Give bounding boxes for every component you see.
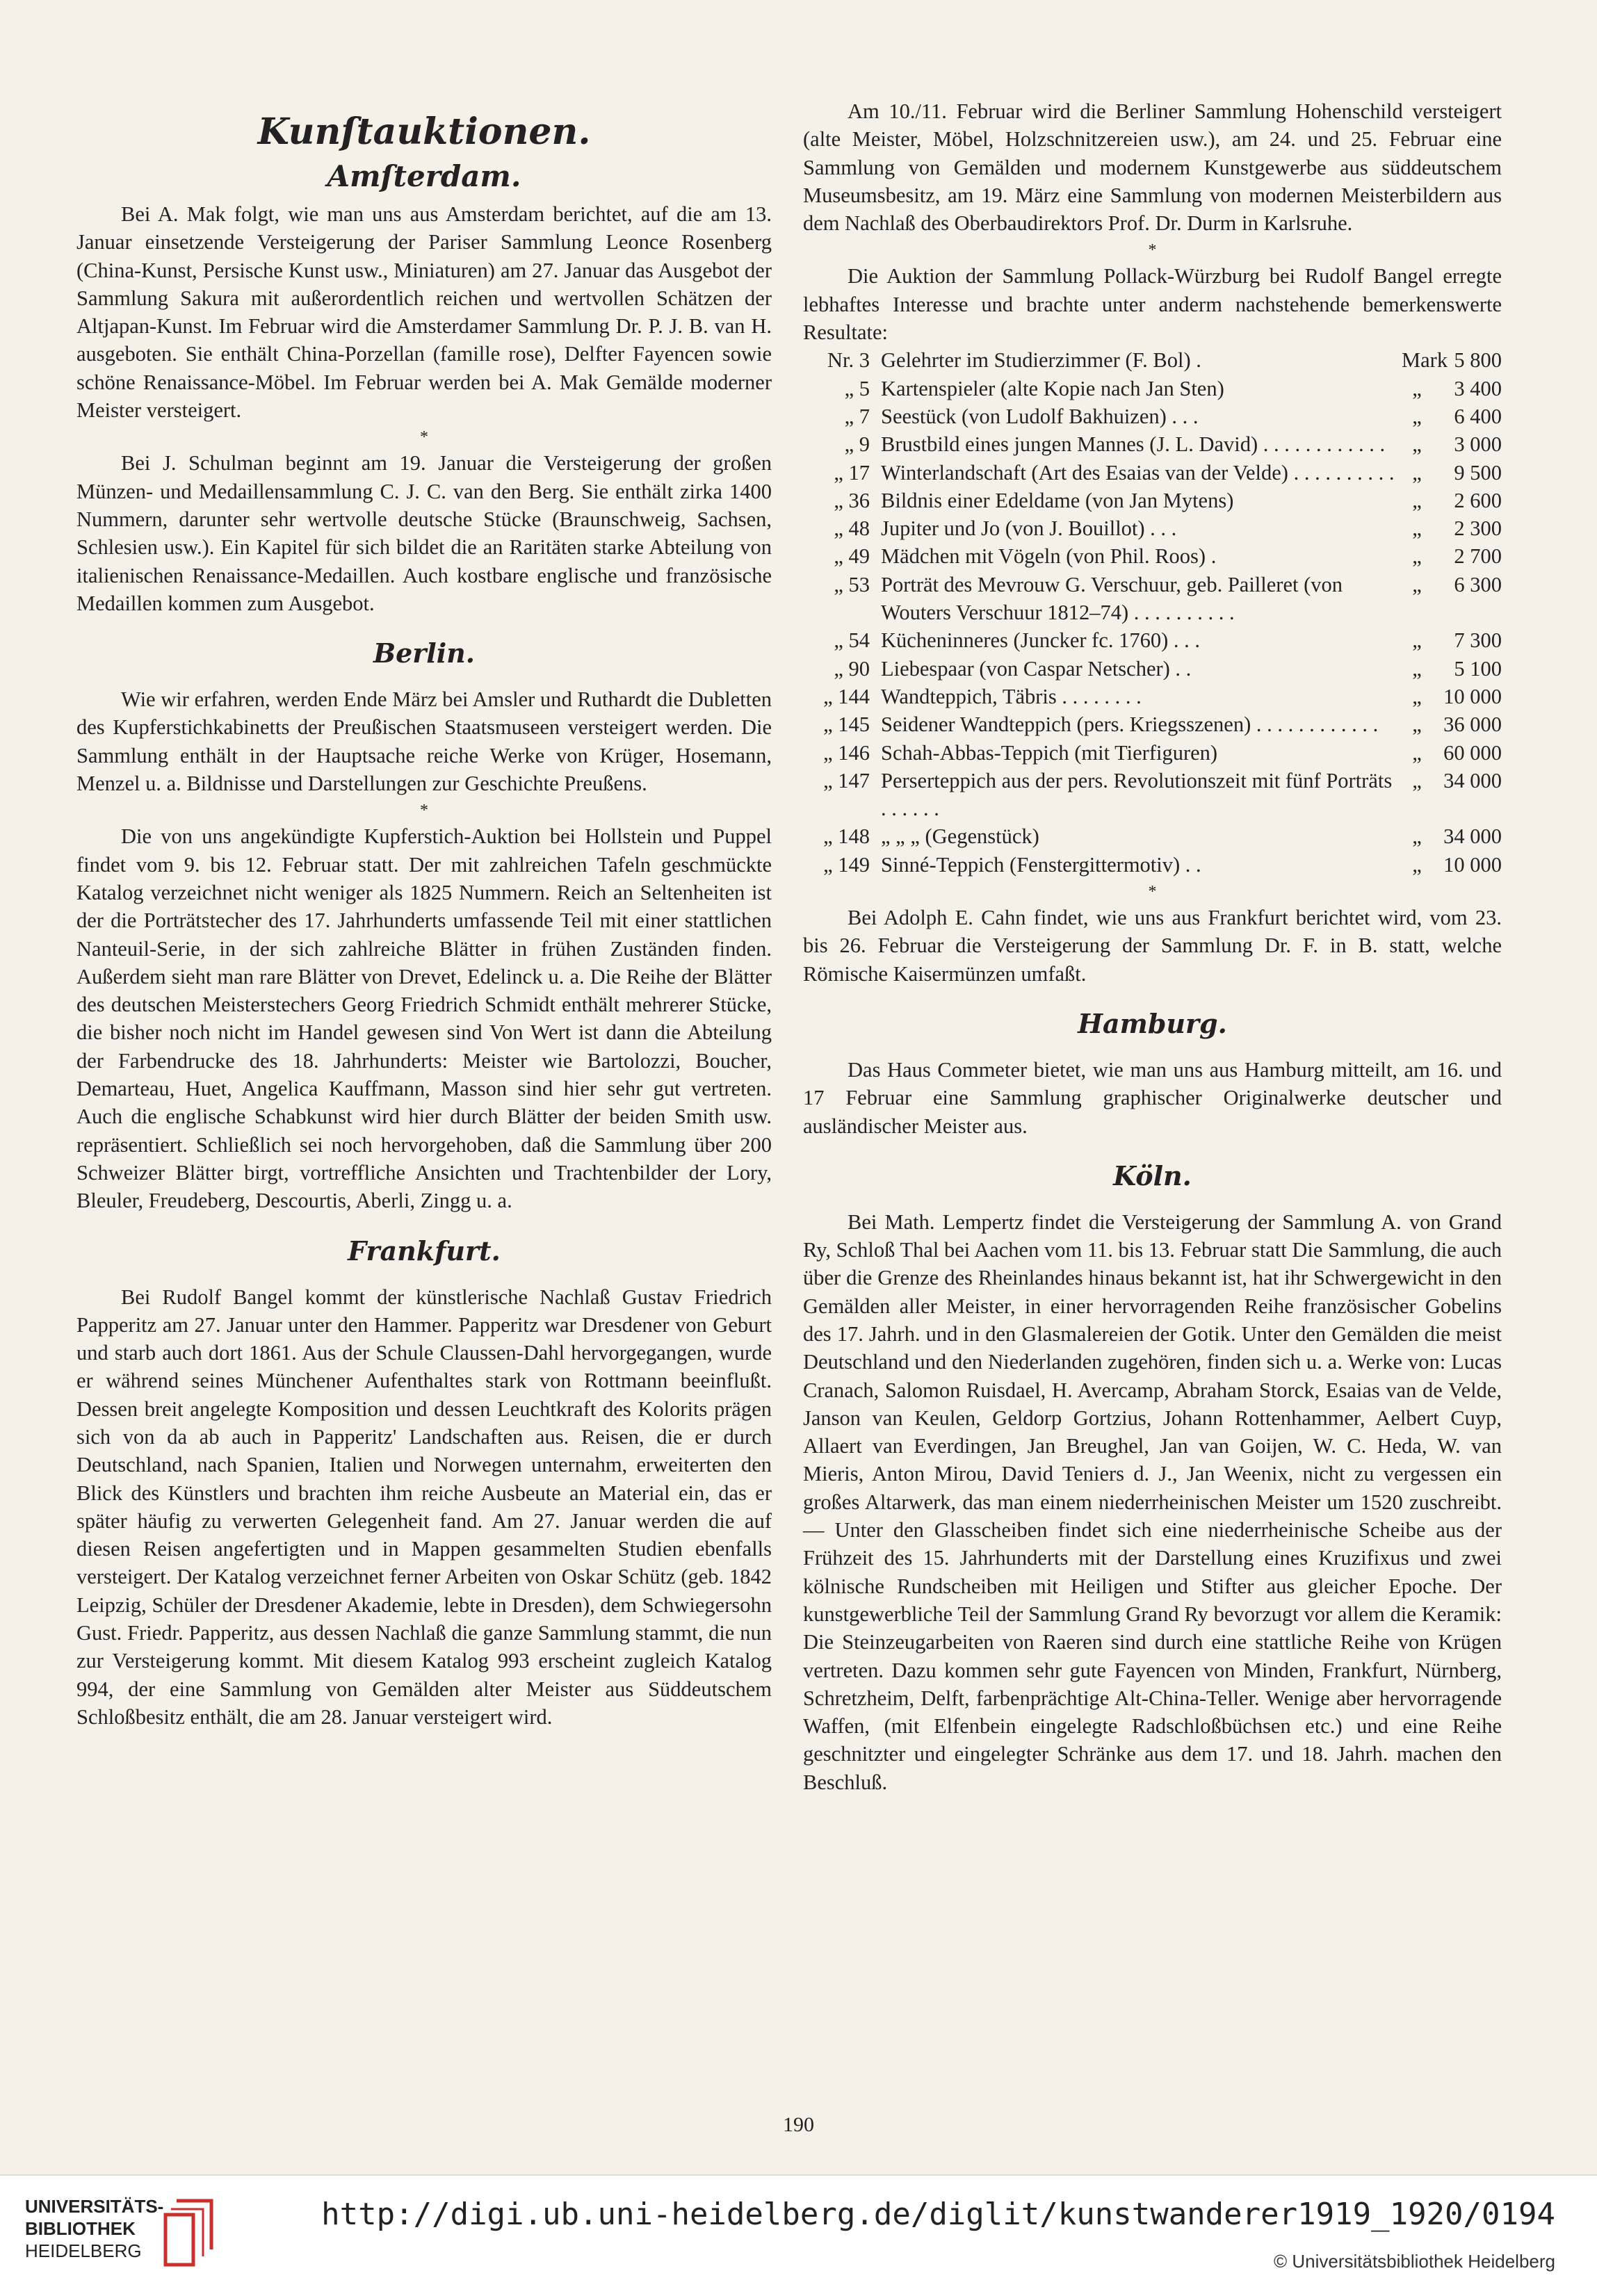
left-column bbox=[76, 97, 772, 1731]
paragraph-frankfurt-bangel: Bei Rudolf Bangel kommt der künstlerische Nachlaß Gustav Friedrich Papperitz am 27. Januar unter den Hammer. Papperitz war Dresdener von Geburt und starb auch dort 1861. Aus der Schule Claussen-Dahl hervorgegangen, wurde er während seines Münchener Aufenthaltes stark von Rottmann beeinflußt. Dessen breit angelegte Komposition und dessen Leuchtkraft des Kolorits prägen sich von da ab auch in Papperitz' Landschaften aus. Reisen, die er durch Deutschland, nach Spanien, Italien und Norwegen unternahm, erweiterten den Blick des Künstlers und brachten ihm reiche Ausbeute an Material ein, das er später häufig zu verwerten Gelegenheit fand. Am 27. Januar werden die auf diesen Reisen angefertigten und in Mappen gesammelten Studien ebenfalls versteigert. Der Katalog verzeichnet ferner Arbeiten von Oskar Schütz (geb. 1842 Leipzig, Schüler der Dresdener Akademie, lebte in Dresden), dem Schwiegersohn Gust. Friedr. Papperitz, aus dessen Nachlaß die ganze Sammlung stammt, die nun zur Versteigerung kommt. Mit diesem Katalog 993 erscheint zugleich Katalog 994, der eine Sammlung von Gemälden alter Meister aus Süddeutschem Schloßbesitz enthält, die am 28. Januar versteigert wird. bbox=[76, 1285, 772, 1729]
lot-price: 6 300 bbox=[1454, 572, 1502, 596]
lot-title: Gelehrter im Studierzimmer (F. Bol) . bbox=[881, 348, 1201, 373]
page-number: 190 bbox=[783, 2113, 814, 2136]
auction-result-row bbox=[803, 430, 1502, 458]
paragraph-berlin-hollstein: Die von uns angekündigte Kupferstich-Auktion bei Hollstein und Puppel findet vom 9. bis 12. Februar statt. Der mit zahlreichen Tafeln geschmückte Katalog verzeichnet nicht weniger als 1825 Nummern. Reich an Seltenheiten ist der die Porträtstecher des 17. Jahrhunderts umfassende Teil mit einer stattlichen Nanteuil-Serie, in der sich zahlreiche Blätter in frühen Zuständen finden. Außerdem sieht man rare Blätter von Drevet, Edelinck u. a. Die Reihe der Blätter des deutschen Meisterstechers Georg Friedrich Schmidt enthält mehrerer Stücke, die bisher noch nicht im Handel gewesen sind Von Wert ist dann die Abteilung der Farbendrucke des 18. Jahrhunderts: Meister wie Bartolozzi, Boucher, Demarteau, Huet, Angelica Kauffmann, Masson sind hier sehr gut vertreten. Auch die englische Schabkunst wird hier durch Blätter der beiden Smith usw. repräsentiert. Schließlich sei noch hervorgehoben, daß die Sammlung über 200 Schweizer Blätter birgt, vortreffliche Ansichten und Trachtenbilder der Lory, Bleuler, Freudeberg, Descourtis, Aberli, Zingg u. a. bbox=[76, 824, 772, 1213]
auction-results-list bbox=[803, 346, 1502, 879]
lot-price: 10 000 bbox=[1443, 684, 1502, 708]
section-heading-frankfurt: Frankfurt. bbox=[348, 1235, 501, 1267]
price-unit: „ bbox=[1412, 404, 1422, 428]
lot-price: 7 300 bbox=[1454, 628, 1502, 653]
separator-asterisk: * bbox=[420, 428, 428, 447]
auction-result-row bbox=[803, 571, 1502, 627]
lot-number: „ 48 bbox=[834, 516, 870, 541]
lot-price: 60 000 bbox=[1443, 740, 1502, 765]
auction-result-row bbox=[803, 739, 1502, 767]
price-unit: „ bbox=[1412, 572, 1422, 596]
price-unit: „ bbox=[1412, 516, 1422, 541]
lot-number: „ 53 bbox=[834, 572, 870, 596]
price-unit: „ bbox=[1412, 824, 1422, 849]
auction-result-row bbox=[803, 822, 1502, 850]
lot-price: 2 600 bbox=[1454, 488, 1502, 512]
separator-asterisk: * bbox=[1148, 883, 1157, 902]
lot-price: 9 500 bbox=[1454, 460, 1502, 485]
price-unit: „ bbox=[1412, 376, 1422, 400]
lot-title: Brustbild eines jungen Mannes (J. L. David) . . . . . . . . . . . . bbox=[881, 432, 1386, 457]
price-unit: „ bbox=[1412, 628, 1422, 653]
price-unit: „ bbox=[1412, 768, 1422, 792]
lot-title: Winterlandschaft (Art des Esaias van der Velde) . . . . . . . . . . bbox=[881, 460, 1395, 485]
auction-result-row bbox=[803, 459, 1502, 487]
price-unit: „ bbox=[1412, 656, 1422, 681]
library-logo-icon bbox=[161, 2194, 217, 2270]
lot-number: „ 7 bbox=[844, 404, 870, 428]
auction-result-row bbox=[803, 626, 1502, 654]
library-name-line: UNIVERSITÄTS- bbox=[25, 2196, 164, 2217]
lot-title: Porträt des Mevrouw G. Verschuur, geb. Pailleret (von Wouters Verschuur 1812–74) . . . . . . . . . . bbox=[881, 572, 1343, 625]
lot-number: „ 49 bbox=[834, 544, 870, 569]
lot-number: „ 149 bbox=[823, 852, 870, 877]
lot-price: 10 000 bbox=[1443, 852, 1502, 877]
auction-result-row bbox=[803, 487, 1502, 514]
price-unit: „ bbox=[1412, 852, 1422, 877]
price-unit: „ bbox=[1412, 740, 1422, 765]
auction-result-row bbox=[803, 514, 1502, 542]
lot-price: 2 300 bbox=[1454, 516, 1502, 541]
lot-title: Wandteppich, Täbris . . . . . . . . bbox=[881, 684, 1142, 708]
lot-price: 3 400 bbox=[1454, 376, 1502, 400]
lot-number: „ 36 bbox=[834, 488, 870, 512]
library-name-line: HEIDELBERG bbox=[25, 2240, 142, 2261]
section-heading-koeln: Köln. bbox=[1113, 1159, 1192, 1191]
price-unit: „ bbox=[1412, 544, 1422, 569]
lot-number: „ 147 bbox=[823, 768, 870, 792]
lot-number: „ 148 bbox=[823, 824, 870, 849]
auction-result-row bbox=[803, 710, 1502, 738]
paragraph-amsterdam-schulman: Bei J. Schulman beginnt am 19. Januar die Versteigerung der großen Münzen- und Medaillensammlung C. J. C. van den Berg. Sie enthält zirka 1400 Nummern, darunter sehr wertvolle deutsche Stücke (Braunschweig, Sachsen, Schlesien usw.). Ein Kapitel für sich bildet die an Raritäten starke Abteilung von italienischen Renaissance-Medaillen. Auch kostbare englische und französische Medaillen kommen zum Ausgebot. bbox=[76, 451, 772, 615]
paragraph-koeln-lempertz: Bei Math. Lempertz findet die Versteigerung der Sammlung A. von Grand Ry, Schloß Thal bei Aachen vom 11. bis 13. Februar statt Die Sammlung, die auch über die Grenze des Rheinlandes hinaus bekannt ist, hat ihr Schwergewicht in den Gemälden aller Meister, in einer hervorragenden Reihe französischer Gobelins des 17. Jahrh. und in den Glasmalereien der Gotik. Unter den Gemälden die meist Deutschland und den Niederlanden zugehören, finden sich u. a. Werke von: Lucas Cranach, Salomon Ruisdael, H. Avercamp, Abraham Storck, Esaias van de Velde, Janson van Keulen, Geldorp Gortzius, Johann Rottenhammer, Aelbert Cuyp, Allaert van Everdingen, Jan Breughel, Jan van Goijen, W. C. Heda, W. van Mieris, Anton Mirou, David Teniers d. J., Jan Weenix, nicht zu vergessen ein großes Altarwerk, das man einem niederrheinischen Meister um 1520 zuschreibt. — Unter den Glasscheiben findet sich eine niederrheinische Scheibe aus der Frühzeit des 15. Jahrhunderts mit der Darstellung eines Kruzifixus und zwei kölnische Rundscheiben mit Heiligen und Stifter aus gleicher Epoche. Der kunstgewerbliche Teil der Sammlung Grand Ry bevorzugt vor allem die Keramik: Die Steinzeugarbeiten von Raeren sind durch eine stattliche Reihe von Krügen vertreten. Dazu kommen sehr gute Fayencen von Minden, Frankfurt, Nürnberg, Schretzheim, Delft, farbenprächtige Alt-China-Teller. Wenige aber hervorragende Waffen, (mit Elfenbein eingelegte Radschloßbüchsen etc.) und eine Reihe geschnitzter und eingelegter Schränke aus dem 17. und 18. Jahrh. machen den Beschluß. bbox=[803, 1210, 1502, 1794]
lot-price: 34 000 bbox=[1443, 768, 1502, 792]
auction-result-row bbox=[803, 655, 1502, 683]
lot-title: Kücheninneres (Juncker fc. 1760) . . . bbox=[881, 628, 1201, 653]
lot-title: Jupiter und Jo (von J. Bouillot) . . . bbox=[881, 516, 1177, 541]
copyright-notice: © Universitätsbibliothek Heidelberg bbox=[1273, 2251, 1555, 2272]
auction-result-row bbox=[803, 346, 1502, 374]
paragraph-cahn: Bei Adolph E. Cahn findet, wie uns aus Frankfurt berichtet wird, vom 23. bis 26. Februar die Versteigerung der Sammlung Dr. F. in B. statt, welche Römische Kaisermünzen umfaßt. bbox=[803, 906, 1502, 986]
paragraph-pollack-auction: Die Auktion der Sammlung Pollack-Würzburg bei Rudolf Bangel erregte lebhaftes Interesse und brachte unter anderm nachstehende bemerkenswerte Resultate: bbox=[803, 264, 1502, 345]
price-unit: „ bbox=[1412, 460, 1422, 485]
lot-number: „ 90 bbox=[834, 656, 870, 681]
paragraph-hamburg-commeter: Das Haus Commeter bietet, wie man uns aus Hamburg mitteilt, am 16. und 17 Februar eine Sammlung graphischer Originalwerke deutscher und ausländischer Meister aus. bbox=[803, 1057, 1502, 1138]
source-url-link[interactable]: http://digi.ub.uni-heidelberg.de/diglit/kunstwanderer1919_1920/0194 bbox=[321, 2197, 1555, 2232]
lot-title: Liebespaar (von Caspar Netscher) . . bbox=[881, 656, 1192, 681]
price-unit: „ bbox=[1412, 432, 1422, 457]
lot-number: „ 5 bbox=[844, 376, 870, 400]
lot-title: Kartenspieler (alte Kopie nach Jan Sten) bbox=[881, 376, 1224, 400]
lot-number: „ 144 bbox=[823, 684, 870, 708]
price-unit: „ bbox=[1412, 684, 1422, 708]
lot-number: „ 146 bbox=[823, 740, 870, 765]
lot-title: Perserteppich aus der pers. Revolutionszeit mit fünf Porträts . . . . . . bbox=[881, 768, 1393, 821]
lot-title: „ „ „ (Gegenstück) bbox=[881, 824, 1039, 849]
lot-title: Seidener Wandteppich (pers. Kriegsszenen) . . . . . . . . . . . . bbox=[881, 713, 1379, 737]
footer-bar bbox=[0, 2174, 1597, 2296]
auction-result-row bbox=[803, 375, 1502, 402]
lot-number: „ 17 bbox=[834, 460, 870, 485]
lot-title: Seestück (von Ludolf Bakhuizen) . . . bbox=[881, 404, 1199, 428]
section-heading-berlin: Berlin. bbox=[373, 637, 476, 669]
lot-title: Schah-Abbas-Teppich (mit Tierfiguren) bbox=[881, 740, 1218, 765]
main-title: Kunſtauktionen. bbox=[257, 111, 591, 153]
library-name-line: BIBLIOTHEK bbox=[25, 2218, 136, 2239]
auction-result-row bbox=[803, 402, 1502, 430]
lot-price: 3 000 bbox=[1454, 432, 1502, 457]
price-unit: Mark bbox=[1402, 348, 1448, 373]
auction-result-row bbox=[803, 542, 1502, 570]
lot-price: 5 100 bbox=[1454, 656, 1502, 681]
lot-title: Sinné-Teppich (Fenstergittermotiv) . . bbox=[881, 852, 1201, 877]
library-logo-text bbox=[25, 2195, 163, 2262]
lot-price: 36 000 bbox=[1443, 713, 1502, 737]
section-heading-hamburg: Hamburg. bbox=[1078, 1007, 1227, 1039]
paragraph-berlin-amsler: Wie wir erfahren, werden Ende März bei Amsler und Ruthardt die Dubletten des Kupferstichkabinetts der Preußischen Staatsmuseen versteigert werden. Die Sammlung enthält in der Hauptsache reiche Werke von Krüger, Hosemann, Menzel u. a. Bildnisse und Darstellungen zur Geschichte Preußens. bbox=[76, 687, 772, 796]
paragraph-berlin-hohenschild: Am 10./11. Februar wird die Berliner Sammlung Hohenschild versteigert (alte Meister, Möbel, Holzschnitzereien usw.), am 24. und 25. Februar eine Sammlung von Gemälden und modernem Kunstgewerbe aus süddeutschem Museumsbesitz, am 19. März eine Sammlung von modernen Meisterbildern aus dem Nachlaß des Oberbaudirektors Prof. Dr. Durm in Karlsruhe. bbox=[803, 99, 1502, 236]
price-unit: „ bbox=[1412, 488, 1422, 512]
section-heading-amsterdam: Amſterdam. bbox=[327, 159, 521, 193]
lot-price: 2 700 bbox=[1454, 544, 1502, 569]
lot-price: 34 000 bbox=[1443, 824, 1502, 849]
lot-title: Mädchen mit Vögeln (von Phil. Roos) . bbox=[881, 544, 1217, 569]
lot-number: Nr. 3 bbox=[827, 348, 870, 373]
lot-price: 6 400 bbox=[1454, 404, 1502, 428]
separator-asterisk: * bbox=[1148, 241, 1157, 260]
price-unit: „ bbox=[1412, 713, 1422, 737]
lot-number: „ 145 bbox=[823, 713, 870, 737]
separator-asterisk: * bbox=[420, 801, 428, 820]
auction-result-row bbox=[803, 851, 1502, 879]
lot-number: „ 9 bbox=[844, 432, 870, 457]
lot-number: „ 54 bbox=[834, 628, 870, 653]
auction-result-row bbox=[803, 683, 1502, 710]
lot-title: Bildnis einer Edeldame (von Jan Mytens) bbox=[881, 488, 1234, 512]
paragraph-amsterdam-mak: Bei A. Mak folgt, wie man uns aus Amsterdam berichtet, auf die am 13. Januar einsetzende Versteigerung der Pariser Sammlung Leonce Rosenberg (China-Kunst, Persische Kunst usw., Miniaturen) am 27. Januar das Ausgebot der Sammlung Sakura mit außerordentlich reichen und wertvollen Schätzen der Altjapan-Kunst. Im Februar wird die Amsterdamer Sammlung Dr. P. J. B. van H. ausgeboten. Sie enthält China-Porzellan (famille rose), Delfter Fayencen sowie schöne Renaissance-Möbel. Im Februar werden bei A. Mak Gemälde moderner Meister versteigert. bbox=[76, 202, 772, 423]
right-column bbox=[803, 97, 1502, 1796]
auction-result-row bbox=[803, 767, 1502, 823]
lot-price: 5 800 bbox=[1454, 348, 1502, 373]
